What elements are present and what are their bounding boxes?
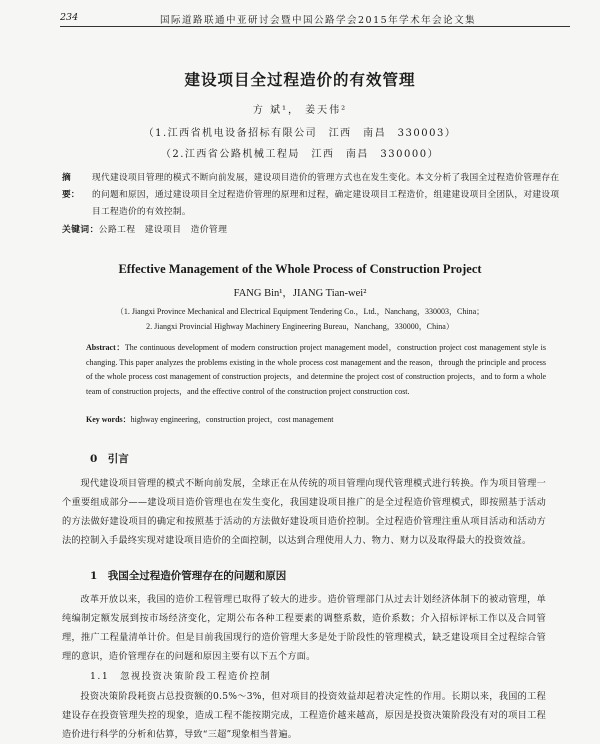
abstract-label: 摘 要： [62, 173, 80, 200]
affiliation-2: （2.江西省公路机械工程局 江西 南昌 330000） [160, 149, 440, 160]
english-abstract-label: Abstract： [86, 343, 125, 352]
english-affiliation-2: 2. Jiangxi Provincial Highway Machinery Engineering Bureau，Nanchang，330000，China） [146, 322, 454, 331]
section-heading: 1 我国全过程造价管理存在的问题和原因 [90, 570, 287, 582]
keywords-label: 关键词： [62, 225, 99, 235]
english-abstract [86, 341, 546, 399]
keywords [62, 223, 227, 235]
paper-title: 建设项目全过程造价的有效管理 [184, 70, 416, 89]
english-authors: FANG Bin¹，JIANG Tian-wei² [233, 288, 367, 299]
english-abstract-text: The continuous development of modern construction project management model，construction project cost management style is changing. This paper analyzes the problems existing in the whole process cost management and the reason，through the principle and process of the whole process cost management of construction projects，and determine the project cost of construction projects，and to form a whole team of construction projects，and the effective control of the construction project construction cost. [86, 343, 546, 396]
section-paragraph: 现代建设项目管理的模式不断向前发展，全球正在从传统的项目管理向现代管理模式进行转换。作为项目管理一个重要组成部分——建设项目造价管理也在发生变化，我国建设项目推广的是全过程造价管理模式，即按照基于活动的方法做好建设项目的确定和按照基于活动的方法做好建设项目造价控制。全过程造价管理注重从项目活动和活动方法的控制入手最终实现对建设项目造价的全面控制，以达到合理使用人力、物力、财力以及取得最大的投资效益。 [62, 478, 546, 546]
journal-title: 国际道路联通中亚研讨会暨中国公路学会2015年学术年会论文集 [160, 15, 477, 26]
affiliation-1: （1.江西省机电设备招标有限公司 江西 南昌 330003） [143, 128, 457, 139]
subsection-heading: 1.1 忽视投资决策阶段工程造价控制 [90, 671, 272, 682]
english-affiliation-1: （1. Jiangxi Province Mechanical and Electrical Equipment Tendering Co.，Ltd.，Nanchang，330003，China； [115, 307, 485, 316]
section-heading: 0 引言 [90, 453, 129, 465]
section-paragraph: 改革开放以来，我国的造价工程管理已取得了较大的进步。造价管理部门从过去计划经济体制下的被动管理，单纯编制定额发展到按市场经济变化，定期公布各种工程要素的调整系数，造价系数；介入招标评标工作以及合同管理，推广工程量清单计价。但是目前我国现行的造价管理大多是处于阶段性的管理模式，缺乏建设项目全过程综合管理的意识，造价管理存在的问题和原因主要有以下五个方面。 [62, 594, 546, 662]
abstract-text: 现代建设项目管理的模式不断向前发展，建设项目造价的管理方式也在发生变化。本文分析了我国全过程造价管理存在的问题和原因，通过建设项目全过程造价管理的原理和过程，确定建设项目工程造价，组建建设项目全团队，对建设项目工程造价的有效控制。 [92, 173, 560, 217]
running-header [60, 10, 570, 27]
english-keywords [86, 414, 334, 425]
keywords-text: 公路工程 建设项目 造价管理 [98, 225, 228, 235]
authors: 方 斌¹， 姜天伟² [252, 105, 348, 116]
subsection-paragraph: 投资决策阶段耗资占总投资额的0.5%～3%，但对项目的投资效益却起着决定性的作用。长期以来，我国的工程建设存在投资管理失控的现象，造成工程不能按期完成，工程造价越来越高，原因是投资决策阶段没有对的项目工程造价进行科学的分析和估算，导致“三超”现象相当普遍。 [62, 691, 546, 740]
english-keywords-label: Key words： [86, 415, 131, 424]
page-number: 234 [60, 12, 79, 23]
english-keywords-text: highway engineering，construction project，cost management [130, 415, 334, 424]
abstract [62, 170, 562, 221]
english-title: Effective Management of the Whole Process of Construction Project [118, 262, 482, 276]
